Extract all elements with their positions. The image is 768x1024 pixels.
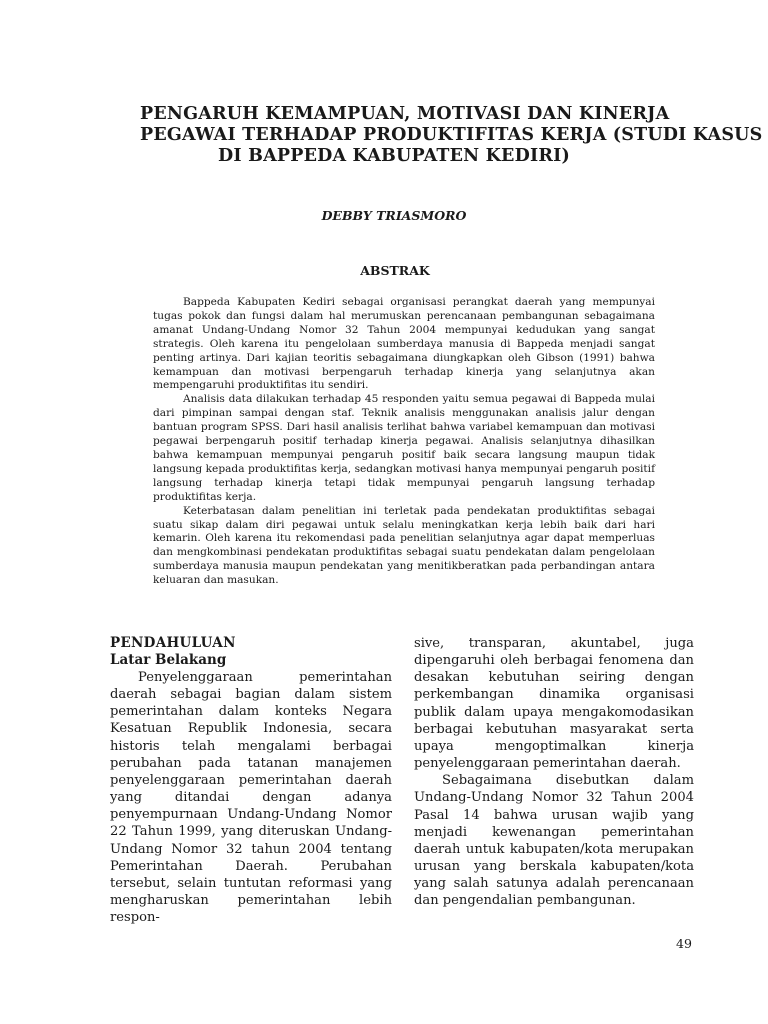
abstract-paragraph: Analisis data dilakukan terhadap 45 responden yaitu semua pegawai di Bappeda mulai dari pimpinan sampai dengan staf. Teknik analisis menggunakan analisis jalur dengan bantuan program SPSS. Dari hasil analisis terlihat bahwa variabel kemampuan dan motivasi pegawai berpengaruh positif terhadap kinerja pegawai. Analisis selanjutnya dihasilkan bahwa kemampuan mempunyai pengaruh positif baik secara langsung maupun tidak langsung kepada produktifitas kerja, sedangkan motivasi hanya mempunyai pengaruh positif langsung terhadap kinerja tetapi tidak mempunyai pengaruh langsung terhadap produktifitas kerja. bbox=[153, 393, 655, 503]
abstract-paragraph: Bappeda Kabupaten Kediri sebagai organisasi perangkat daerah yang mempunyai tugas pokok dan fungsi dalam hal merumuskan perencanaan pembangunan sebagaimana amanat Undang-Undang Nomor 32 Tahun 2004 mempunyai kedudukan yang sangat strategis. Oleh karena itu pengelolaan sumberdaya manusia di Bappeda menjadi sangat penting artinya. Dari kajian teoritis sebagaimana diungkapkan oleh Gibson (1991) bahwa kemampuan dan motivasi berpengaruh terhadap kinerja yang selanjutnya akan mempengaruhi produktifitas itu sendiri. bbox=[153, 296, 655, 392]
right-column bbox=[414, 635, 694, 910]
body-paragraph: Sebagaimana disebutkan dalam Undang-Undang Nomor 32 Tahun 2004 Pasal 14 bahwa urusan wajib yang menjadi kewenangan pemerintahan daerah untuk kabupaten/kota merupakan urusan yang berskala kabupaten/kota yang salah satunya adalah perencanaan dan pengendalian pembangunan. bbox=[414, 773, 694, 909]
title-line-2: PEGAWAI TERHADAP PRODUKTIFITAS KERJA (STUDI KASUS bbox=[140, 125, 763, 145]
paper-title bbox=[140, 104, 763, 167]
abstract-paragraph: Keterbatasan dalam penelitian ini terletak pada pendekatan produktifitas sebagai suatu sikap dalam diri pegawai untuk selalu meningkatkan kerja lebih baik dari hari kemarin. Oleh karena itu rekomendasi pada penelitian selanjutnya agar dapat memperluas dan mengkombinasi pendekatan produktifitas sebagai suatu pendekatan dalam pengelolaan sumberdaya manusia maupun pendekatan yang menitikberatkan pada perbandingan antara keluaran dan masukan. bbox=[153, 504, 655, 587]
body-paragraph: Penyelenggaraan pemerintahan daerah sebagai bagian dalam sistem pemerintahan dalam konteks Negara Kesatuan Republik Indonesia, secara historis telah mengalami berbagai perubahan pada tatanan manajemen penyelenggaraan pemerintahan daerah yang ditandai dengan adanya penyempurnaan Undang-Undang Nomor 22 Tahun 1999, yang diteruskan Undang-Undang Nomor 32 tahun 2004 tentang Pemerintahan Daerah. Perubahan tersebut, selain tuntutan reformasi yang mengharuskan pemerintahan lebih respon- bbox=[110, 670, 392, 926]
abstract-heading: ABSTRAK bbox=[360, 263, 430, 278]
page-number: 49 bbox=[676, 936, 692, 951]
subsection-heading: Latar Belakang bbox=[110, 652, 227, 668]
title-line-1: PENGARUH KEMAMPUAN, MOTIVASI DAN KINERJA bbox=[140, 104, 670, 124]
section-heading: PENDAHULUAN bbox=[110, 635, 236, 651]
author-name: DEBBY TRIASMORO bbox=[321, 208, 467, 223]
left-column bbox=[110, 635, 392, 926]
abstract-body bbox=[153, 296, 655, 588]
title-line-3: DI BAPPEDA KABUPATEN KEDIRI) bbox=[218, 146, 570, 166]
body-paragraph: sive, transparan, akuntabel, juga dipengaruhi oleh berbagai fenomena dan desakan kebutuhan seiring dengan perkembangan dinamika organisasi publik dalam upaya mengakomodasikan berbagai kebutuhan masyarakat serta upaya mengoptimalkan kinerja penyelenggaraan pemerintahan daerah. bbox=[414, 636, 694, 772]
